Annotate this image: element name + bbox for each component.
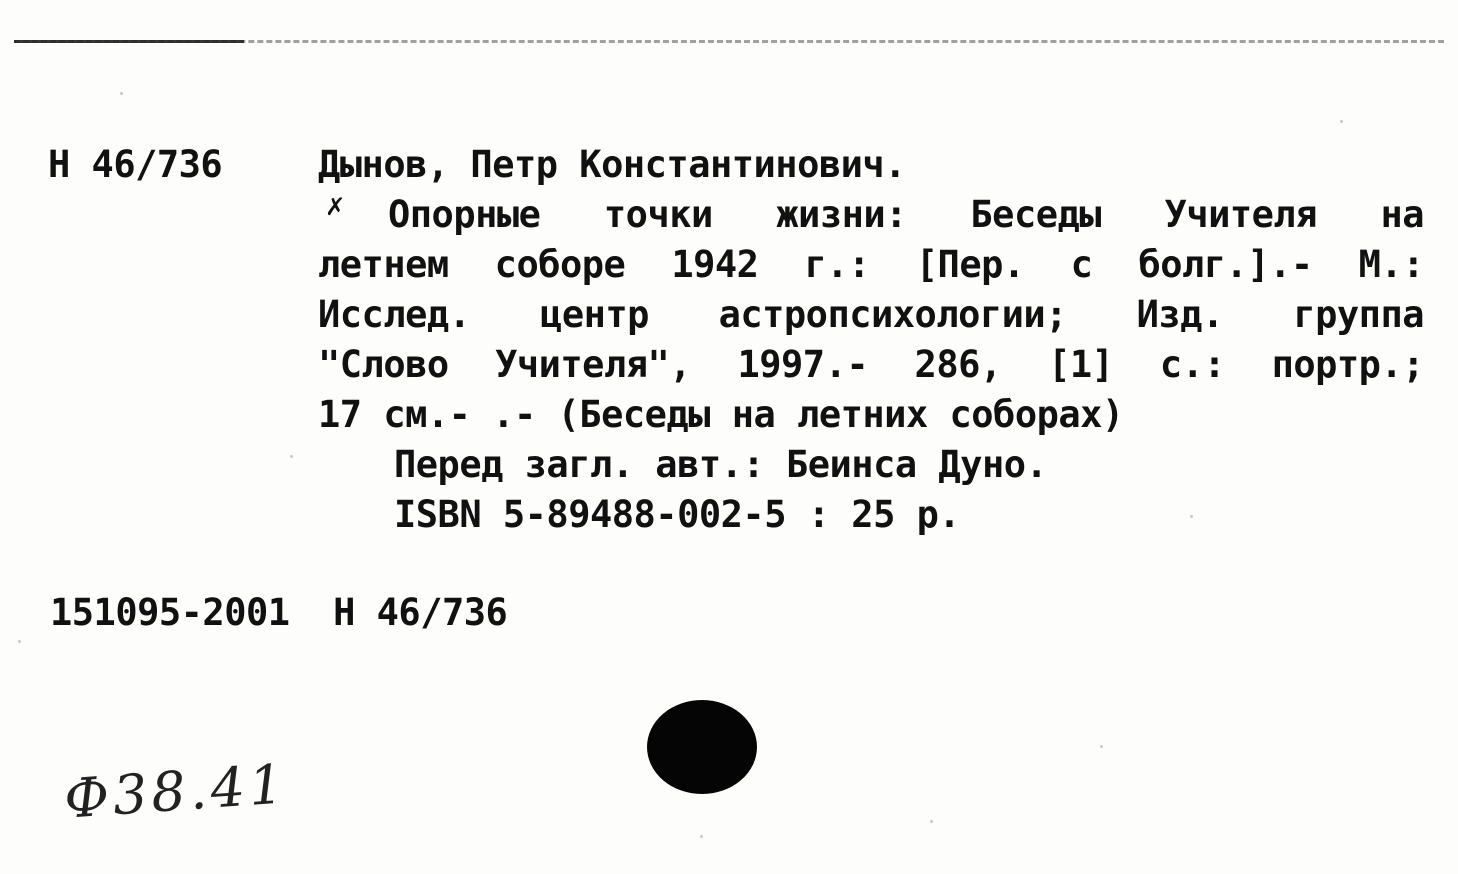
footer-record <box>50 591 508 634</box>
punch-hole <box>647 700 757 794</box>
description-line-5: 17 см.- .- (Беседы на летних соборах) <box>318 393 1124 436</box>
scan-speck <box>700 835 703 838</box>
scan-speck <box>120 92 123 95</box>
scan-speck <box>930 820 933 823</box>
scan-speck <box>1190 515 1193 518</box>
top-solid-rule <box>14 40 244 43</box>
description-line-1 <box>318 193 1424 236</box>
scan-speck <box>1340 120 1343 123</box>
footer-call-number: Н 46/736 <box>333 591 508 634</box>
handwritten-classification: Ф38.41 <box>62 752 290 831</box>
isbn-price: ISBN 5-89488-002-5 : 25 р. <box>394 493 961 536</box>
scan-speck <box>18 640 21 643</box>
author-heading: Дынов, Петр Константинович. <box>318 143 906 186</box>
scan-speck <box>1100 745 1103 748</box>
author-note: Перед загл. авт.: Беинса Дуно. <box>394 443 1048 486</box>
scan-speck <box>290 455 293 458</box>
description-line-3: Исслед. центр астропсихологии; Изд. группа <box>318 293 1424 336</box>
description-line-1-text: Опорные точки жизни: Беседы Учителя на <box>388 193 1424 236</box>
annotation-mark: ✗ <box>326 188 345 223</box>
description-line-4: "Слово Учителя", 1997.- 286, [1] с.: портр.; <box>318 343 1424 386</box>
description-line-2: летнем соборе 1942 г.: [Пер. с болг.].- М.: <box>318 243 1424 286</box>
call-number: Н 46/736 <box>48 143 223 186</box>
record-id: 151095-2001 <box>50 591 290 634</box>
